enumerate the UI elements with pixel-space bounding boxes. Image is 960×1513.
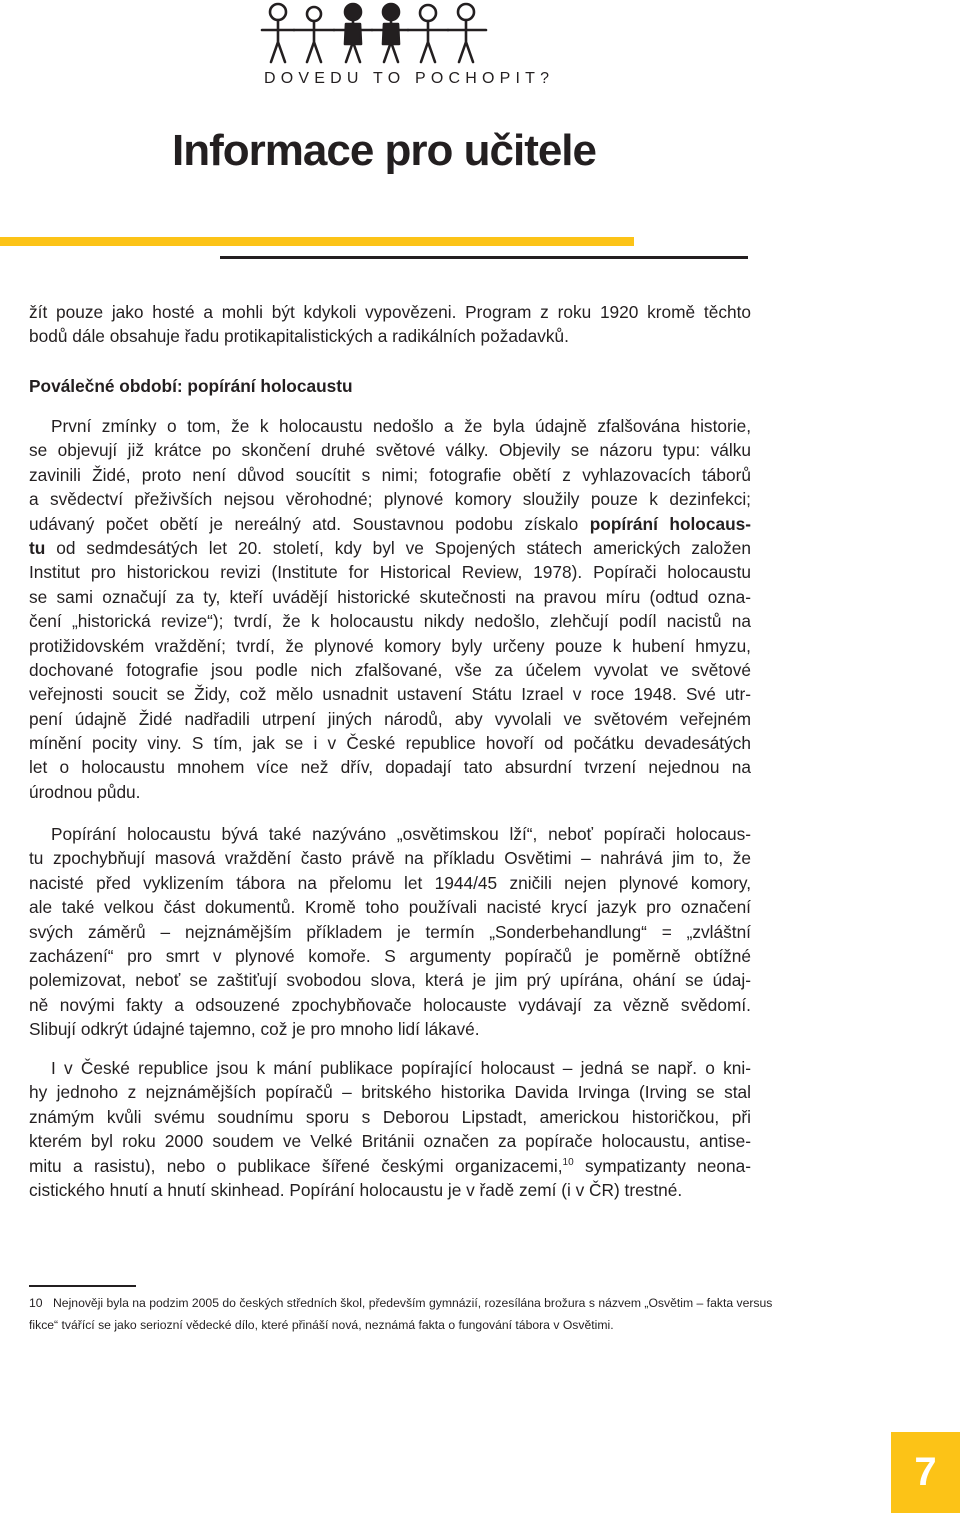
paragraph bbox=[29, 822, 751, 1042]
logo bbox=[258, 0, 555, 100]
text-line: pení údajně Židé nadřadili utrpení jiných národů, aby vyvolali ve světovém veřejném bbox=[29, 708, 751, 729]
text-line: Institut pro historickou revizi (Institute for Historical Review, 1978). Popírači holocaustu bbox=[29, 562, 751, 583]
text-line: ně novými fakty a odsouzené zpochybňovače holocauste vydávají za vězně svědomí. bbox=[29, 994, 751, 1015]
text-line: Slibují odkrýt údajné tajemno, což je pro mnoho lidí lákavé. bbox=[29, 1019, 480, 1040]
intro-paragraph bbox=[29, 300, 751, 349]
brand-wordmark: DOVEDU TO POCHOPIT? bbox=[264, 70, 555, 87]
footnote-line bbox=[29, 1292, 773, 1314]
text-line: známým kvůli svému soudnímu sporu s Deborou Lipstadt, americkou historičkou, při bbox=[29, 1106, 751, 1127]
text-line: čení „historická revize“); tvrdí, že k holocaustu nikdy nedošlo, zlehčují podíl nacistů na bbox=[29, 611, 751, 632]
text-line: kterém byl roku 2000 soudem ve Velké Británii označen za popírače holocaustu, antise- bbox=[29, 1131, 751, 1152]
text-line: zacházení“ pro smrt v plynové komoře. S argumenty popíračů je poměrně obtížné bbox=[29, 945, 751, 966]
text-line: žít pouze jako hosté a mohli být kdykoli vypovězeni. Program z roku 1920 kromě těchto bbox=[29, 302, 751, 322]
text-line: úrodnou půdu. bbox=[29, 781, 141, 802]
text-run: udávaný počet obětí je nereálný atd. Soustavnou podobu získalo bbox=[29, 513, 590, 534]
text-run: mitu a rasistu), nebo o publikace šířené českými organizacemi, bbox=[29, 1155, 563, 1176]
footnote bbox=[29, 1292, 773, 1336]
text-line: bodů dále obsahuje řadu protikapitalistických a radikálních požadavků. bbox=[29, 326, 569, 347]
text-line: polemizovat, neboť se zaštiťují svobodou slova, která je jim prý upírána, ohání se údaj- bbox=[29, 970, 751, 991]
text-line: a svědectví přeživších nejsou věrohodné; plynové komory sloužily pouze k dezinfekci; bbox=[29, 489, 751, 510]
text-run: sympatizanty neona- bbox=[573, 1155, 751, 1176]
bold-term: tu bbox=[29, 537, 46, 558]
text-line: mínění pocity viny. S tím, jak se i v České republice hovoří od počátku devadesátých bbox=[29, 733, 751, 754]
text-line: I v České republice jsou k mání publikace popírající holocaust – jedná se např. o kni- bbox=[51, 1058, 751, 1078]
text-line: První zmínky o tom, že k holocaustu nedošlo a že byla údajně zfalšována historie, bbox=[51, 416, 751, 436]
text-line bbox=[29, 536, 751, 560]
text-line: dochované fotografie jsou podle nich zfalšované, vše za účelem vyvolat ve světové bbox=[29, 659, 751, 680]
text-line bbox=[29, 512, 751, 536]
text-line: nacisté před vyklizením tábora na přelomu let 1944/45 zničili nejen plynové komory, bbox=[29, 872, 751, 893]
children-holding-hands-icon bbox=[258, 0, 490, 66]
text-line: se sami označují za ty, kteří uvádějí historické skutečnosti na pravou míru (odtud ozna- bbox=[29, 586, 751, 607]
yellow-divider bbox=[0, 237, 634, 246]
text-line: veřejnosti soucit se Židy, což mělo usnadnit ustavení Státu Izrael v roce 1948. Své utr- bbox=[29, 684, 751, 705]
dark-divider bbox=[220, 256, 748, 259]
page-number-tab bbox=[891, 1432, 960, 1513]
footnote-divider bbox=[29, 1285, 136, 1287]
text-line: cistického hnutí a hnutí skinhead. Popírání holocaustu je v řadě zemí (i v ČR) trestné. bbox=[29, 1179, 683, 1200]
paragraph bbox=[29, 1056, 751, 1202]
paragraph bbox=[29, 414, 751, 804]
bold-term: popírání holocaus- bbox=[589, 513, 751, 534]
text-line: hy jednoho z nejznámějších popíračů – britského historika Davida Irvinga (Irving se stal bbox=[29, 1082, 751, 1103]
text-line: ale také velkou část dokumentů. Kromě toho používali nacisté krycí jazyk pro označení bbox=[29, 897, 751, 918]
text-line: protižidovském vraždění; tvrdí, že plynové komory byly určeny pouze k hubení hmyzu, bbox=[29, 635, 751, 656]
footnote-line: fikce“ tvářící se jako seriozní vědecké dílo, které přináší nová, neznámá fakta o fungování tábora v Osvětimi. bbox=[29, 1318, 614, 1332]
text-line: Popírání holocaustu bývá také nazýváno „osvětimskou lží“, neboť popírači holocaus- bbox=[51, 824, 751, 844]
text-line: se objevují již krátce po skončení druhé světové války. Objevily se názoru typu: válku bbox=[29, 440, 751, 461]
section-heading: Poválečné období: popírání holocaustu bbox=[29, 376, 353, 396]
page-title: Informace pro učitele bbox=[172, 126, 597, 175]
page-number: 7 bbox=[914, 1450, 937, 1494]
text-line: let o holocaustu mnohem více než dřív, dopadají tato absurdní tvrzení nejednou na bbox=[29, 757, 751, 778]
text-line: zavinili Židé, proto není důvod soucítit s nimi; fotografie obětí z vyhlazovacích táborů bbox=[29, 464, 751, 485]
text-line bbox=[29, 1154, 751, 1178]
footnote-number: 10 bbox=[29, 1296, 43, 1310]
text-line: svých záměrů – nejznámějším příkladem je termín „Sonderbehandlung“ = „zvláštní bbox=[29, 921, 751, 942]
text-line: tu zpochybňují masová vraždění často právě na příkladu Osvětimi – nahrává jim to, že bbox=[29, 848, 751, 869]
footnote-text: Nejnověji byla na podzim 2005 do českých středních škol, především gymnázií, rozesílána brožura s názvem „Osvětim – fakta versus bbox=[53, 1296, 773, 1310]
footnote-reference[interactable]: 10 bbox=[562, 1156, 574, 1168]
text-run: od sedmdesátých let 20. století, kdy byl ve Spojených státech amerických založen bbox=[45, 537, 751, 558]
